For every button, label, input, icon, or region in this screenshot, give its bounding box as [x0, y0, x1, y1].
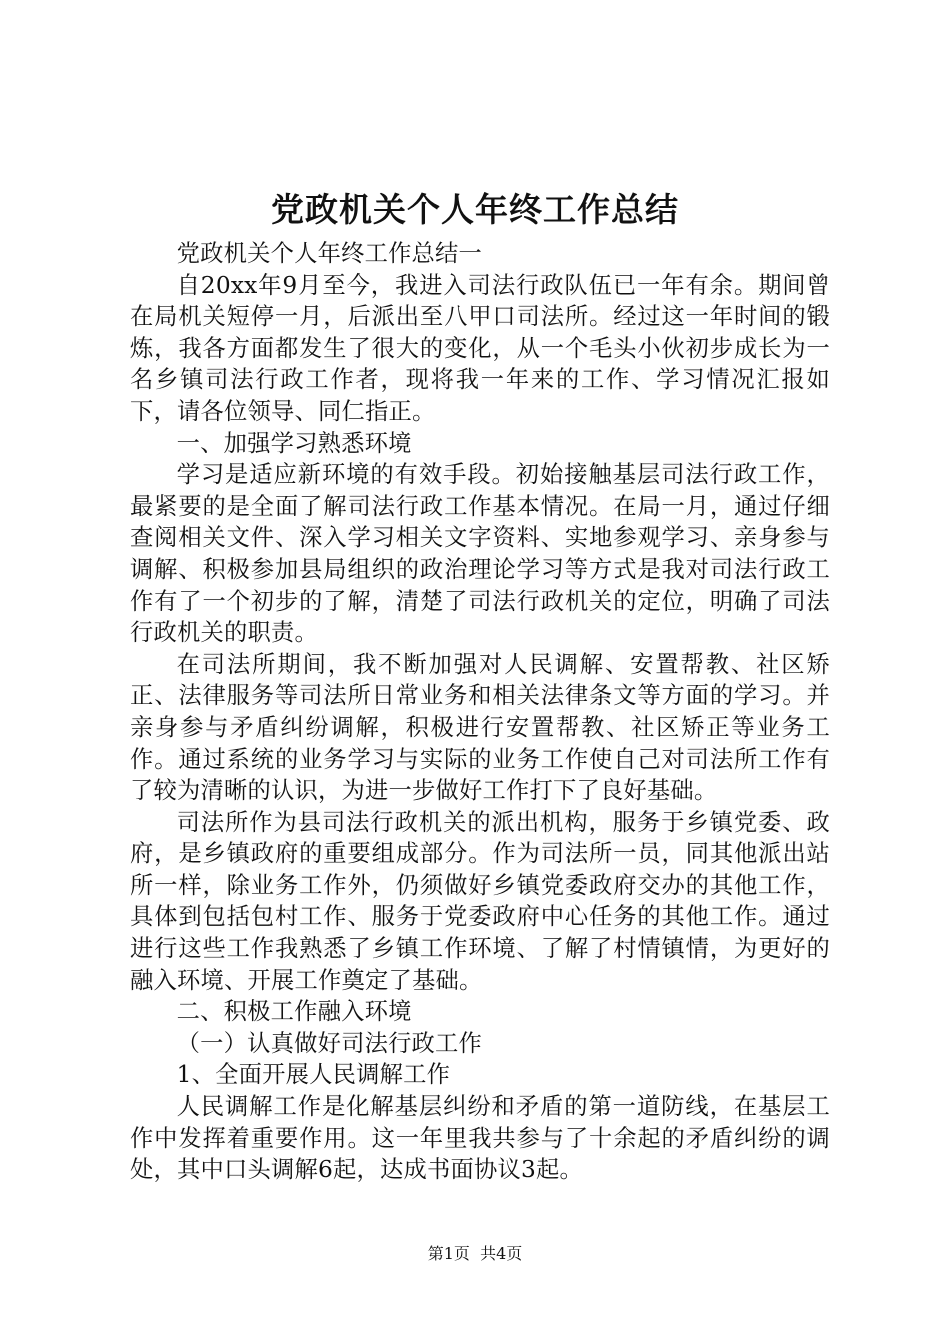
subsection-heading: （一）认真做好司法行政工作 [176, 1029, 483, 1057]
intro-paragraph: 自20xx年9月至今，我进入司法行政队伍已一年有余。期间曾在局机关短停一月，后派出至八甲口司法所。经过这一年时间的锻炼，我各方面都发生了很大的变化，从一个毛头小伙初步成长为一名乡镇司法行政工作者，现将我一年来的工作、学习情况汇报如下，请各位领导、同仁指正。 [130, 271, 830, 425]
body-paragraph: 在司法所期间，我不断加强对人民调解、安置帮教、社区矫正、法律服务等司法所日常业务和相关法律条文等方面的学习。并亲身参与矛盾纠纷调解，积极进行安置帮教、社区矫正等业务工作。通过系统的业务学习与实际的业务工作使自己对司法所工作有了较为清晰的认识，为进一步做好工作打下了良好基础。 [130, 650, 830, 805]
section-heading-2: 二、积极工作融入环境 [176, 998, 412, 1026]
section-heading-1: 一、加强学习熟悉环境 [176, 429, 412, 457]
document-body [130, 238, 830, 1186]
body-paragraph: 人民调解工作是化解基层纠纷和矛盾的第一道防线，在基层工作中发挥着重要作用。这一年里我共参与了十余起的矛盾纠纷的调处，其中口头调解6起，达成书面协议3起。 [130, 1093, 830, 1184]
page-footer [0, 1243, 950, 1265]
footer-spacer [470, 1244, 480, 1263]
body-paragraph: 司法所作为县司法行政机关的派出机构，服务于乡镇党委、政府，是乡镇政府的重要组成部分。作为司法所一员，同其他派出站所一样，除业务工作外，仍须做好乡镇党委政府交办的其他工作，具体到包括包村工作、服务于党委政府中心任务的其他工作。通过进行这些工作我熟悉了乡镇工作环境、了解了村情镇情，为更好的融入环境、开展工作奠定了基础。 [130, 808, 830, 994]
body-paragraph: 学习是适应新环境的有效手段。初始接触基层司法行政工作，最紧要的是全面了解司法行政工作基本情况。在局一月，通过仔细查阅相关文件、深入学习相关文字资料、实地参观学习、亲身参与调解、积极参加县局组织的政治理论学习等方式是我对司法行政工作有了一个初步的了解，清楚了司法行政机关的定位，明确了司法行政机关的职责。 [130, 461, 830, 647]
page-total: 共4页 [480, 1244, 523, 1263]
document-title: 党政机关个人年终工作总结 [271, 190, 679, 229]
item-heading: 1、全面开展人民调解工作 [176, 1061, 451, 1089]
page-number: 第1页 [427, 1244, 470, 1263]
subtitle-paragraph: 党政机关个人年终工作总结一 [176, 240, 483, 267]
